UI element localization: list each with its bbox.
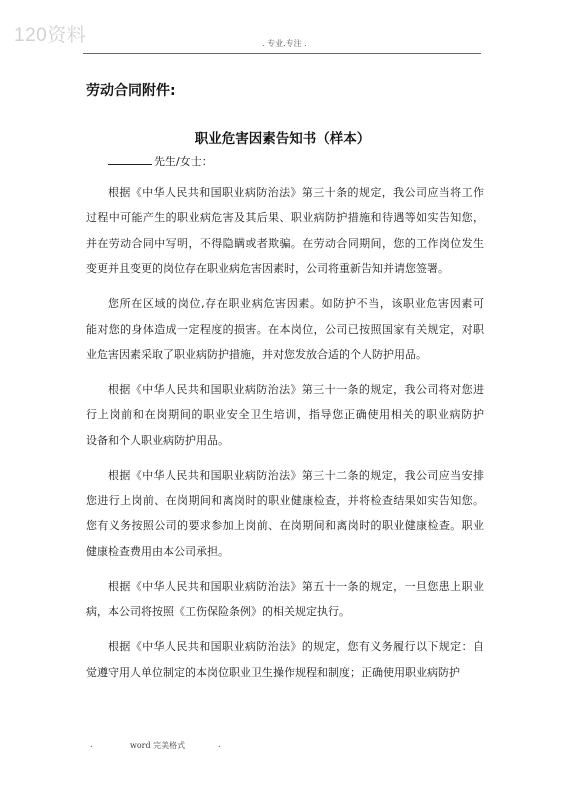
paragraph-line: 行上岗前和在岗期间的职业安全卫生培训，指导您正确使用相关的职业病防护 bbox=[86, 408, 484, 422]
salutation bbox=[108, 153, 213, 169]
paragraph-line: 根据《中华人民共和国职业病防治法》第五十一条的规定，一旦您患上职业 bbox=[108, 579, 484, 593]
document-body bbox=[86, 180, 484, 695]
salutation-text: 先生/女士： bbox=[154, 155, 213, 168]
watermark: 120资料 bbox=[14, 25, 87, 46]
paragraph-line: 业危害因素采取了职业病防护措施，并对您发放合适的个人防护用品。 bbox=[86, 347, 427, 361]
paragraph bbox=[86, 377, 484, 453]
paragraph bbox=[86, 291, 484, 367]
paragraph-line: 病，本公司将按照《工伤保险条例》的相关规定执行。 bbox=[86, 605, 350, 619]
header-divider bbox=[83, 53, 481, 54]
paragraph-line: 并在劳动合同中写明，不得隐瞒或者欺骗。在劳动合同期间，您的工作岗位发生 bbox=[86, 236, 484, 250]
footer-dot-right: . bbox=[218, 740, 221, 749]
annex-heading: 劳动合同附件: bbox=[86, 83, 176, 99]
paragraph-line: 您有义务按照公司的要求参加上岗前、在岗期间和离岗时的职业健康检查。职业 bbox=[86, 519, 484, 533]
paragraph bbox=[86, 180, 484, 282]
paragraph-line: 健康检查费用由本公司承担。 bbox=[86, 544, 229, 558]
paragraph-line: 根据《中华人民共和国职业病防治法》第三十条的规定，我公司应当将工作 bbox=[108, 186, 484, 199]
footer-dot-left: . bbox=[90, 740, 93, 749]
paragraph-line: 能对您的身体造成一定程度的损害。在本岗位，公司已按照国家有关规定，对职 bbox=[86, 322, 484, 336]
paragraph-line: 觉遵守用人单位制定的本岗位职业卫生操作规程和制度；正确使用职业病防护 bbox=[86, 665, 460, 679]
paragraph bbox=[86, 574, 484, 625]
paragraph bbox=[86, 463, 484, 565]
footer-label: word 完美格式 bbox=[130, 741, 186, 750]
paragraph-line: 您进行上岗前、在岗期间和离岗时的职业健康检查，并将检查结果如实告知您。 bbox=[86, 494, 484, 508]
paragraph-line: 变更并且变更的岗位存在职业病危害因素时，公司将重新告知并请您签署。 bbox=[86, 262, 449, 276]
document-title: 职业危害因素告知书（样本） bbox=[194, 131, 371, 147]
paragraph-line: 根据《中华人民共和国职业病防治法》的规定，您有义务履行以下规定：自 bbox=[108, 640, 484, 654]
page-header: . 专业.专注 . bbox=[262, 39, 307, 48]
paragraph-line: 根据《中华人民共和国职业病防治法》第三十二条的规定，我公司应当安排 bbox=[108, 468, 484, 482]
paragraph-line: 过程中可能产生的职业病危害及其后果、职业病防护措施和待遇等如实告知您， bbox=[86, 211, 484, 225]
paragraph-line: 您所在区域的岗位,存在职业病危害因素。如防护不当，该职业危害因素可 bbox=[108, 297, 484, 311]
paragraph-line: 根据《中华人民共和国职业病防治法》第三十一条的规定，我公司将对您进 bbox=[108, 382, 484, 396]
paragraph bbox=[86, 634, 484, 685]
name-blank-line bbox=[108, 154, 152, 165]
paragraph-line: 设备和个人职业病防护用品。 bbox=[86, 433, 229, 447]
